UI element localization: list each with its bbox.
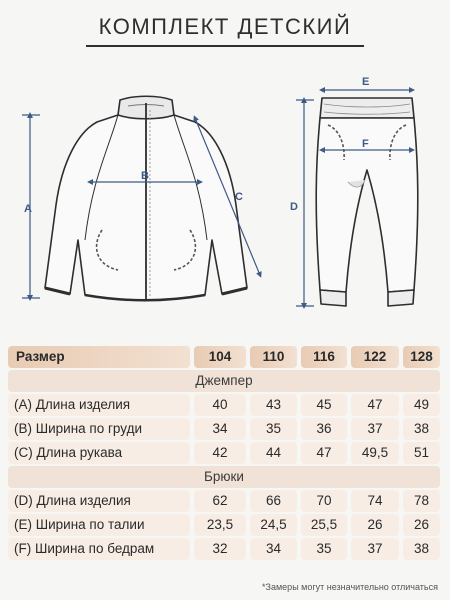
table-row <box>8 490 440 512</box>
footnote: *Замеры могут незначительно отличаться <box>262 582 438 592</box>
table-cell: 36 <box>301 418 347 440</box>
table-cell: 51 <box>403 442 440 464</box>
label-e: E <box>362 76 370 88</box>
size-header: 110 <box>250 346 297 368</box>
table-cell: 34 <box>194 418 246 440</box>
size-header: 104 <box>194 346 246 368</box>
table-cell: 74 <box>351 490 399 512</box>
table-cell: 40 <box>194 394 246 416</box>
table-cell: 38 <box>403 418 440 440</box>
table-cell: 66 <box>250 490 297 512</box>
table-cell: 37 <box>351 538 399 560</box>
section-row <box>8 370 440 392</box>
section-title: Брюки <box>8 466 440 488</box>
table-cell: 25,5 <box>301 514 347 536</box>
table-row <box>8 418 440 440</box>
row-label: (D) Длина изделия <box>8 490 190 512</box>
table-cell: 70 <box>301 490 347 512</box>
table-cell: 35 <box>250 418 297 440</box>
table-cell: 62 <box>194 490 246 512</box>
table-row <box>8 514 440 536</box>
section-row <box>8 466 440 488</box>
table-cell: 24,5 <box>250 514 297 536</box>
table-cell: 44 <box>250 442 297 464</box>
row-label: (E) Ширина по талии <box>8 514 190 536</box>
table-row <box>8 442 440 464</box>
table-cell: 32 <box>194 538 246 560</box>
row-label: (A) Длина изделия <box>8 394 190 416</box>
row-label: (F) Ширина по бедрам <box>8 538 190 560</box>
table-cell: 23,5 <box>194 514 246 536</box>
table-cell: 35 <box>301 538 347 560</box>
row-label: (B) Ширина по груди <box>8 418 190 440</box>
size-header: 122 <box>351 346 399 368</box>
table-cell: 49,5 <box>351 442 399 464</box>
section-title: Джемпер <box>8 370 440 392</box>
label-c: C <box>235 191 243 203</box>
table-header-row <box>8 346 440 368</box>
table-cell: 78 <box>403 490 440 512</box>
table-cell: 42 <box>194 442 246 464</box>
table-cell: 47 <box>301 442 347 464</box>
table-cell: 38 <box>403 538 440 560</box>
size-diagram <box>0 70 450 330</box>
page-title: КОМПЛЕКТ ДЕТСКИЙ <box>98 14 352 39</box>
table-cell: 34 <box>250 538 297 560</box>
label-a: A <box>24 203 32 215</box>
table-cell: 49 <box>403 394 440 416</box>
size-table <box>8 346 440 562</box>
label-b: B <box>141 170 149 182</box>
table-row <box>8 538 440 560</box>
title-underline <box>86 45 364 47</box>
table-cell: 37 <box>351 418 399 440</box>
jacket-drawing <box>45 96 247 300</box>
table-cell: 43 <box>250 394 297 416</box>
size-header: 116 <box>301 346 347 368</box>
table-cell: 45 <box>301 394 347 416</box>
table-cell: 26 <box>403 514 440 536</box>
label-d: D <box>290 201 298 213</box>
row-label: (C) Длина рукава <box>8 442 190 464</box>
label-f: F <box>362 138 369 150</box>
pants-drawing <box>316 98 418 306</box>
table-row <box>8 394 440 416</box>
header-label: Размер <box>8 346 190 368</box>
table-cell: 26 <box>351 514 399 536</box>
table-cell: 47 <box>351 394 399 416</box>
size-header: 128 <box>403 346 440 368</box>
